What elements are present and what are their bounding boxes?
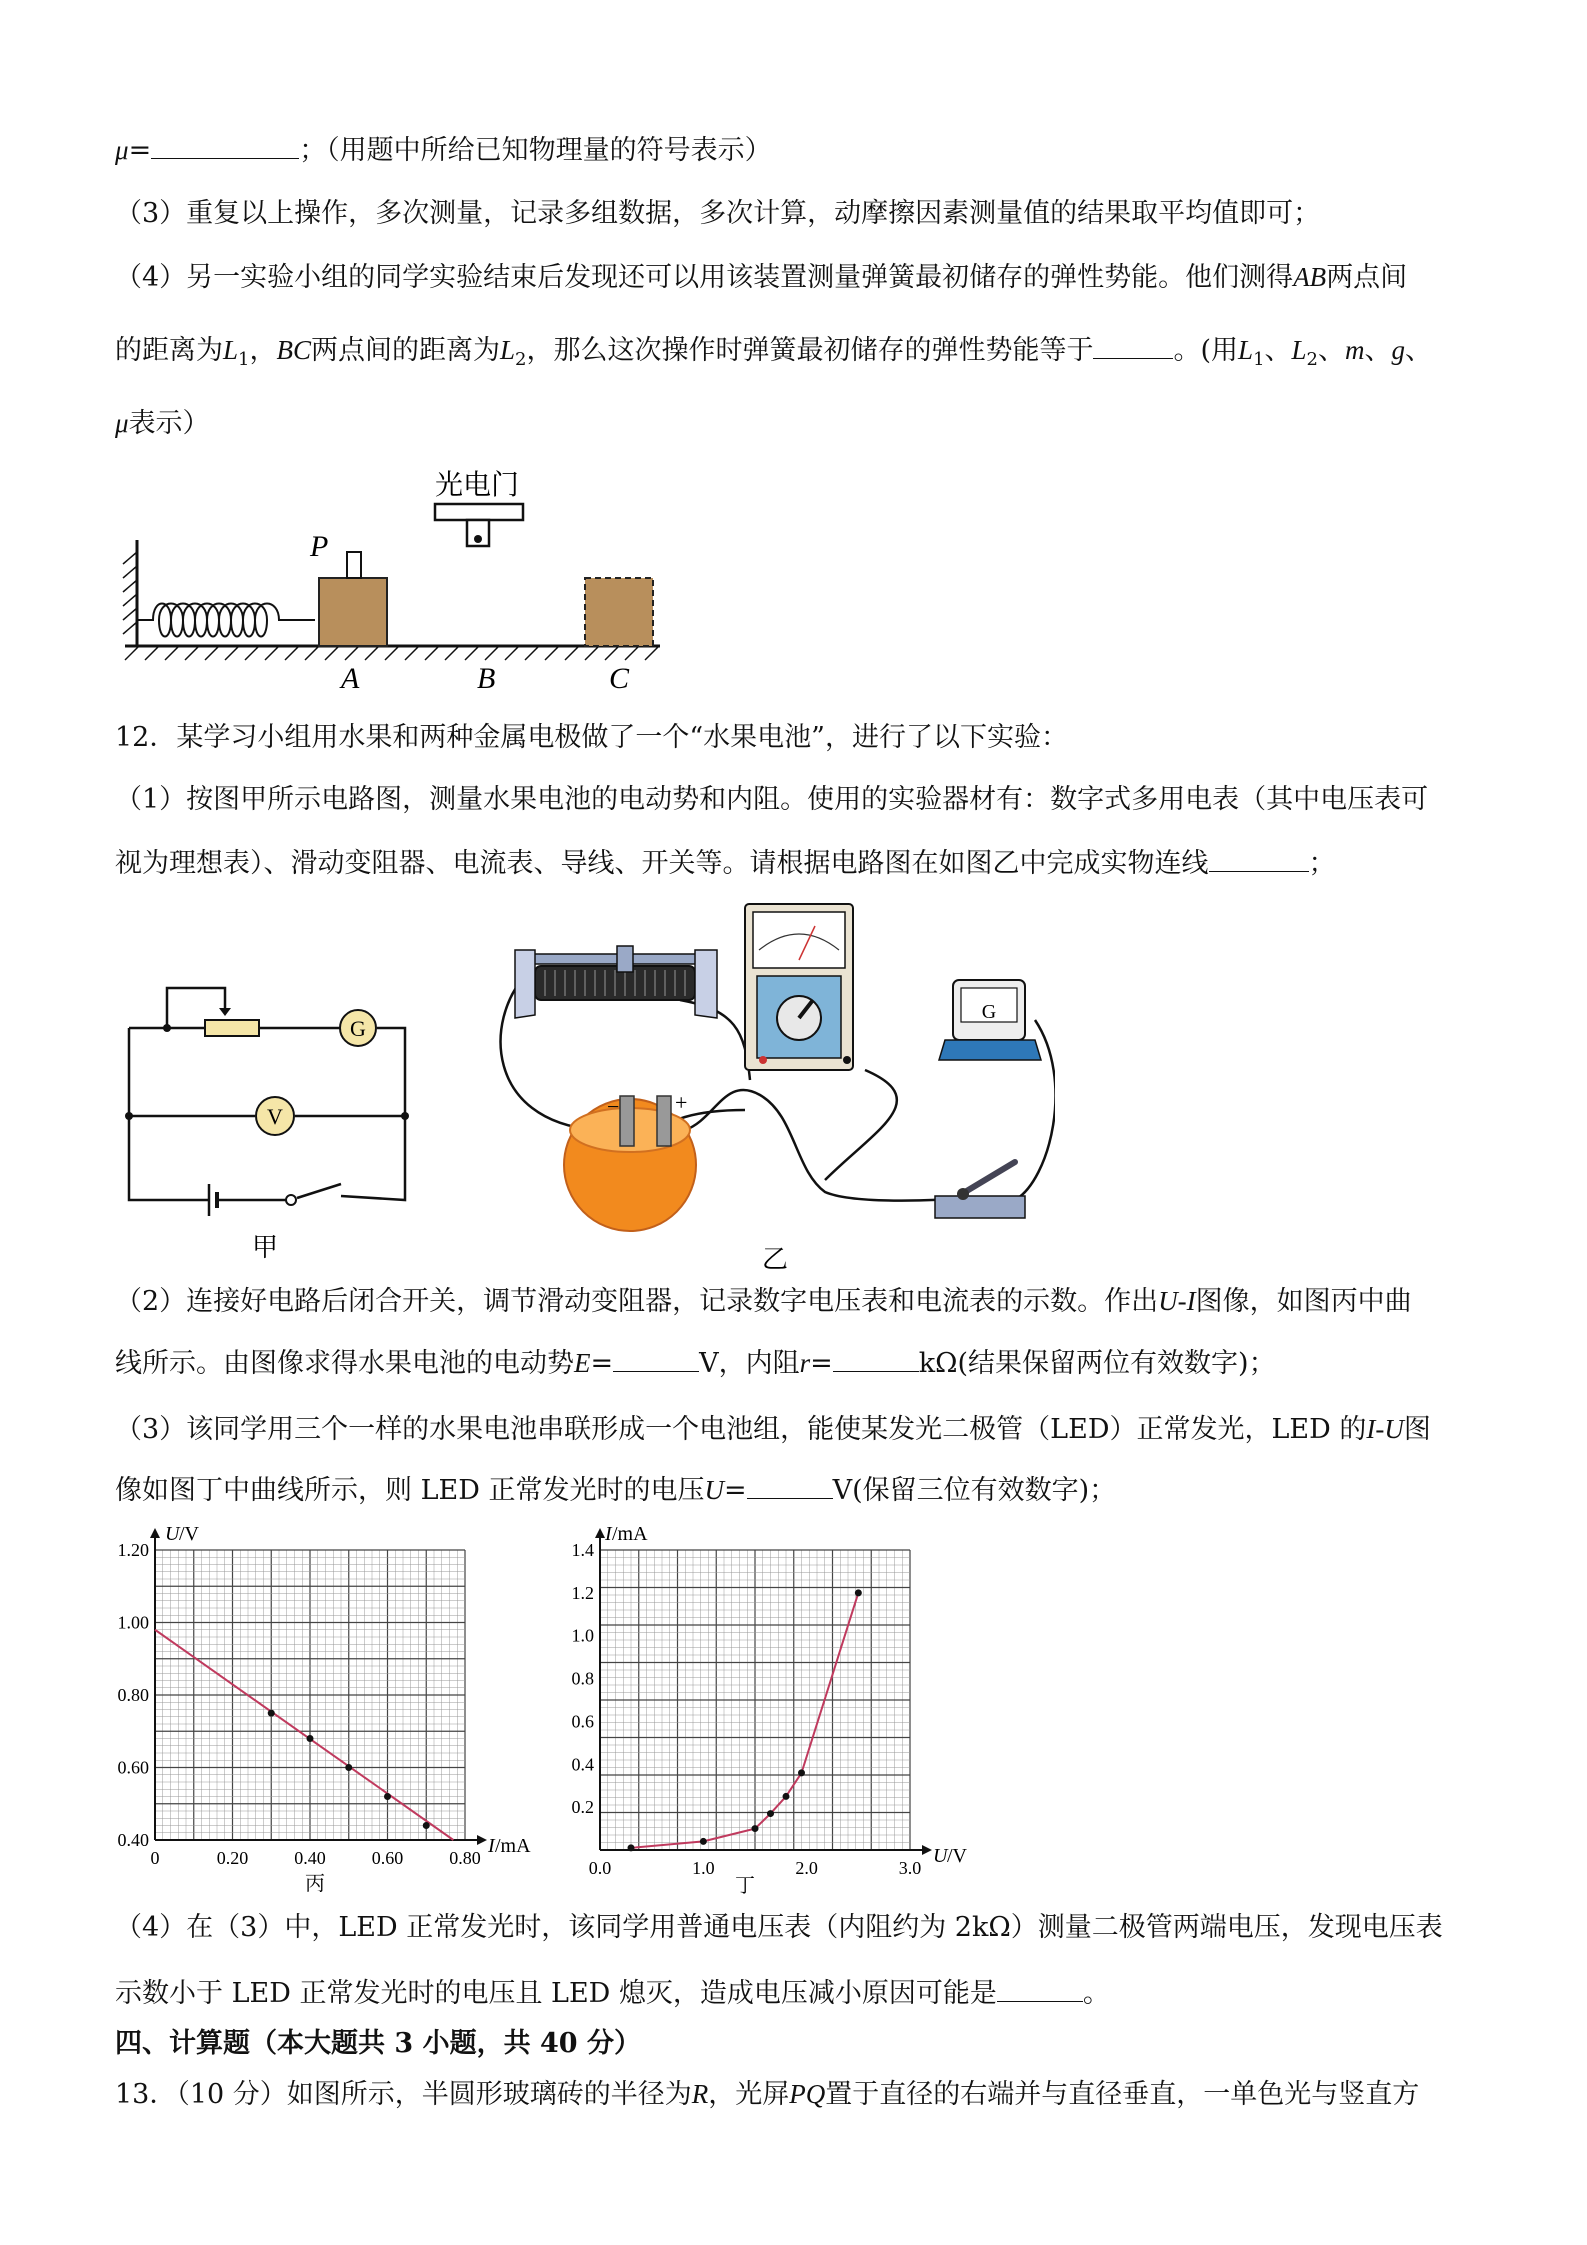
y-axis-unit: /mA <box>612 1523 648 1545</box>
wire <box>685 1090 965 1201</box>
circuit-diagram-jia <box>115 960 435 1280</box>
block-at-C <box>585 578 653 646</box>
sub: 1 <box>1253 349 1265 370</box>
caption-ding: 丁 <box>735 1875 755 1897</box>
var-m: m <box>1345 335 1365 365</box>
switch-hinge <box>957 1188 969 1200</box>
text: 图 <box>1403 1414 1431 1445</box>
text: 图像，如图丙中曲 <box>1195 1286 1412 1317</box>
apparatus-figure-yi <box>495 900 1055 1280</box>
q12-part3-line1 <box>115 1411 1431 1448</box>
answer-blank-wiring[interactable] <box>1209 845 1309 872</box>
y-axis-unit: /V <box>179 1523 199 1545</box>
spring-block-figure <box>115 460 675 700</box>
electrode-negative <box>620 1096 634 1146</box>
text: 、 <box>1364 335 1392 366</box>
y-tick-label: 0.4 <box>571 1754 594 1775</box>
text: = <box>810 1348 833 1379</box>
text: (保留三位有效数字)； <box>852 1475 1117 1506</box>
text: （2）连接好电路后闭合开关，调节滑动变阻器，记录数字电压表和电流表的示数。作出 <box>115 1286 1159 1317</box>
caption-bing: 丙 <box>305 1873 325 1895</box>
text: （3）该同学用三个一样的水果电池串联形成一个电池组，能使某发光二极管（LED）正常发光，LED 的 <box>115 1414 1367 1445</box>
var-r: r <box>799 1348 811 1378</box>
q11-part4-line3 <box>115 405 210 442</box>
rheostat-left-stand <box>515 950 535 1018</box>
x-axis-var: U <box>933 1845 948 1867</box>
section-4-heading: 四、计算题（本大题共 3 小题，共 40 分） <box>115 2028 641 2059</box>
junction-dot <box>163 1024 171 1032</box>
text: 、 <box>1318 335 1345 366</box>
data-point <box>752 1825 759 1832</box>
answer-blank-mu[interactable] <box>151 132 299 159</box>
switch-knife[interactable] <box>965 1162 1015 1192</box>
y-tick-label: 0.8 <box>571 1668 594 1689</box>
answer-blank-emf[interactable] <box>613 1345 699 1372</box>
var-E: E <box>574 1348 591 1378</box>
x-tick-label: 1.0 <box>692 1858 715 1878</box>
fit-line <box>155 1630 453 1840</box>
var-g: g <box>1391 335 1405 365</box>
rheostat-right-stand <box>695 950 717 1018</box>
label-P: P <box>310 530 329 563</box>
text: 示数小于 LED 正常发光时的电压且 LED 熄灭，造成电压减小原因可能是 <box>115 1978 997 2009</box>
multimeter-terminal <box>843 1056 851 1064</box>
text: 两点间的距离为 <box>311 335 500 366</box>
q12-part1-line1: （1）按图甲所示电路图，测量水果电池的电动势和内阻。使用的实验器材有：数字式多用电表（其中电压表可 <box>115 784 1429 815</box>
minus-sign: − <box>607 1094 620 1119</box>
data-point <box>700 1838 707 1845</box>
text: 、 <box>1405 335 1432 366</box>
data-point <box>307 1735 314 1742</box>
q11-part3: （3）重复以上操作，多次测量，记录多组数据，多次计算，动摩擦因素测量值的结果取平均值即可； <box>115 198 1321 229</box>
text: 。(用 <box>1173 335 1239 366</box>
var-UI: U-I <box>1158 1286 1196 1316</box>
text: = <box>723 1475 747 1506</box>
text: 的距离为 <box>115 335 223 366</box>
y-axis-var: U <box>165 1523 180 1545</box>
var-PQ: PQ <box>789 2079 826 2109</box>
data-point <box>855 1589 862 1596</box>
y-tick-label: 1.2 <box>571 1582 594 1603</box>
text: ，光屏 <box>708 2079 790 2110</box>
x-tick-label: 3.0 <box>898 1858 922 1878</box>
answer-blank-energy[interactable] <box>1093 332 1173 359</box>
var-R: R <box>691 2079 709 2109</box>
voltmeter-label: V <box>267 1104 283 1129</box>
floor-hatch <box>125 646 659 660</box>
x-axis-unit: /mA <box>495 1835 531 1857</box>
var-L: L <box>223 335 239 365</box>
rheostat-slider[interactable] <box>617 946 633 972</box>
q11-note: ；（用题中所给已知物理量的符号表示） <box>299 135 772 166</box>
y-axis-arrow <box>150 1528 160 1538</box>
answer-blank-reason[interactable] <box>997 1975 1083 2002</box>
data-point <box>423 1822 430 1829</box>
multimeter-terminal <box>759 1056 767 1064</box>
y-tick-label: 0.2 <box>571 1797 594 1818</box>
y-tick-label: 1.20 <box>117 1540 149 1560</box>
wire <box>341 1028 405 1200</box>
data-point <box>798 1769 805 1776</box>
text: 13．（10 分）如图所示，半圆形玻璃砖的半径为 <box>115 2079 692 2110</box>
slider-arrow <box>219 1008 231 1016</box>
data-point <box>384 1793 391 1800</box>
q12-part3-line2 <box>115 1472 1116 1509</box>
q12-part4-line1: （4）在（3）中，LED 正常发光时，该同学用普通电压表（内阻约为 2kΩ）测量二极管两端电压，发现电压表 <box>115 1912 1443 1943</box>
x-tick-label: 0.0 <box>588 1858 612 1878</box>
text: ， <box>249 335 277 366</box>
chart-grid <box>572 1528 933 1878</box>
junction-dot <box>401 1112 409 1120</box>
mu-symbol: μ <box>115 408 129 438</box>
galvanometer-base <box>939 1040 1041 1060</box>
var-L: L <box>1238 335 1254 365</box>
var-L: L <box>1291 335 1307 365</box>
var-L: L <box>500 335 516 365</box>
x-tick-label: 2.0 <box>795 1858 818 1878</box>
label-A: A <box>341 662 360 695</box>
data-point <box>628 1844 635 1851</box>
data-point <box>767 1810 774 1817</box>
q12-part1-line2 <box>115 845 1336 882</box>
y-tick-label: 0.60 <box>117 1757 149 1778</box>
var-IU: I-U <box>1366 1414 1404 1444</box>
text: 表示） <box>128 408 210 439</box>
text: kΩ <box>918 1348 958 1379</box>
x-tick-label: 0.80 <box>449 1848 481 1868</box>
q11-mu-line <box>115 132 772 169</box>
q12-part4-line2 <box>115 1975 1110 2012</box>
y-tick-label: 1.00 <box>117 1612 149 1633</box>
photogate-sensor <box>474 535 482 543</box>
block-at-A <box>319 578 387 646</box>
y-axis-arrow <box>595 1528 605 1538</box>
x-tick-label: 0 <box>150 1848 160 1868</box>
label-C: C <box>609 662 630 695</box>
q11-part4-line2 <box>115 332 1432 378</box>
data-point <box>268 1710 275 1717</box>
data-point <box>783 1793 790 1800</box>
data-point <box>345 1764 352 1771</box>
equals: = <box>128 135 152 166</box>
plus-sign: + <box>675 1090 688 1115</box>
q12-part2-line2 <box>115 1345 1276 1382</box>
y-tick-label: 0.6 <box>571 1711 594 1732</box>
junction-dot <box>125 1112 133 1120</box>
mu-symbol: μ <box>115 135 129 165</box>
electrode-positive <box>657 1096 671 1146</box>
chart-bing <box>100 1520 560 1900</box>
text: 。 <box>1082 1978 1110 2009</box>
chart-marks <box>155 1630 453 1840</box>
var-BC: BC <box>276 335 311 365</box>
sub: 2 <box>1306 349 1318 370</box>
wall-hatch <box>123 552 137 634</box>
iu-curve <box>631 1593 858 1848</box>
switch-lever <box>297 1184 341 1198</box>
text: (结果保留两位有效数字)； <box>957 1348 1276 1379</box>
galvanometer-face-label: G <box>981 1001 997 1023</box>
spring <box>137 604 315 637</box>
q12-intro: 12．某学习小组用水果和两种金属电极做了一个“水果电池”，进行了以下实验： <box>115 722 1068 753</box>
text: 视为理想表）、滑动变阻器、电流表、导线、开关等。请根据电路图在如图乙中完成实物连线 <box>115 848 1209 879</box>
q11-part4-line1 <box>115 259 1407 296</box>
x-axis-arrow <box>477 1835 487 1845</box>
x-axis-var: I <box>488 1835 495 1857</box>
switch-base <box>935 1196 1025 1218</box>
y-tick-label: 1.4 <box>571 1540 594 1560</box>
switch-pivot <box>286 1195 296 1205</box>
y-axis-var: I <box>605 1523 612 1545</box>
galvanometer-label: G <box>350 1016 366 1041</box>
caption-jia: 甲 <box>251 1233 279 1262</box>
text: 像如图丁中曲线所示，则 LED 正常发光时的电压 <box>115 1475 705 1506</box>
var-AB: AB <box>1293 262 1327 292</box>
text: V <box>832 1475 853 1506</box>
q12-part2-line1 <box>115 1283 1412 1320</box>
text: 置于直径的右端并与直径垂直，一单色光与竖直方 <box>825 2079 1420 2110</box>
text: 两点间 <box>1326 262 1408 293</box>
answer-blank-led-voltage[interactable] <box>747 1472 833 1499</box>
chart-grid <box>118 1528 488 1868</box>
text: 线所示。由图像求得水果电池的电动势 <box>115 1348 574 1379</box>
label-B: B <box>477 662 496 695</box>
photogate-bar <box>435 504 523 520</box>
text: = <box>590 1348 614 1379</box>
text: V，内阻 <box>699 1348 800 1379</box>
text: （4）另一实验小组的同学实验结束后发现还可以用该装置测量弹簧最初储存的弹性势能。他们测得 <box>115 262 1294 293</box>
y-tick-label: 0.80 <box>117 1685 149 1705</box>
q13-line1 <box>115 2076 1419 2113</box>
wire <box>129 1028 209 1200</box>
x-tick-label: 0.60 <box>371 1848 404 1868</box>
x-tick-label: 0.40 <box>294 1848 326 1868</box>
wire <box>825 1070 897 1180</box>
x-axis-arrow <box>922 1845 932 1855</box>
text: ，那么这次操作时弹簧最初储存的弹性势能等于 <box>526 335 1094 366</box>
rheostat <box>205 1020 259 1036</box>
y-tick-label: 1.0 <box>571 1625 594 1646</box>
chart-ding <box>545 1520 1015 1900</box>
x-tick-label: 0.20 <box>216 1848 249 1868</box>
sub: 2 <box>515 349 527 370</box>
pointer-P <box>347 552 361 578</box>
sub: 1 <box>238 349 250 370</box>
var-U: U <box>704 1475 724 1505</box>
rheostat-rod <box>525 954 705 964</box>
y-tick-label: 0.40 <box>117 1830 149 1850</box>
text: ； <box>1308 848 1336 879</box>
x-axis-unit: /V <box>947 1845 967 1867</box>
caption-yi: 乙 <box>761 1245 789 1274</box>
answer-blank-resistance[interactable] <box>833 1345 919 1372</box>
text: 、 <box>1264 335 1292 366</box>
photogate-label: 光电门 <box>435 470 520 501</box>
